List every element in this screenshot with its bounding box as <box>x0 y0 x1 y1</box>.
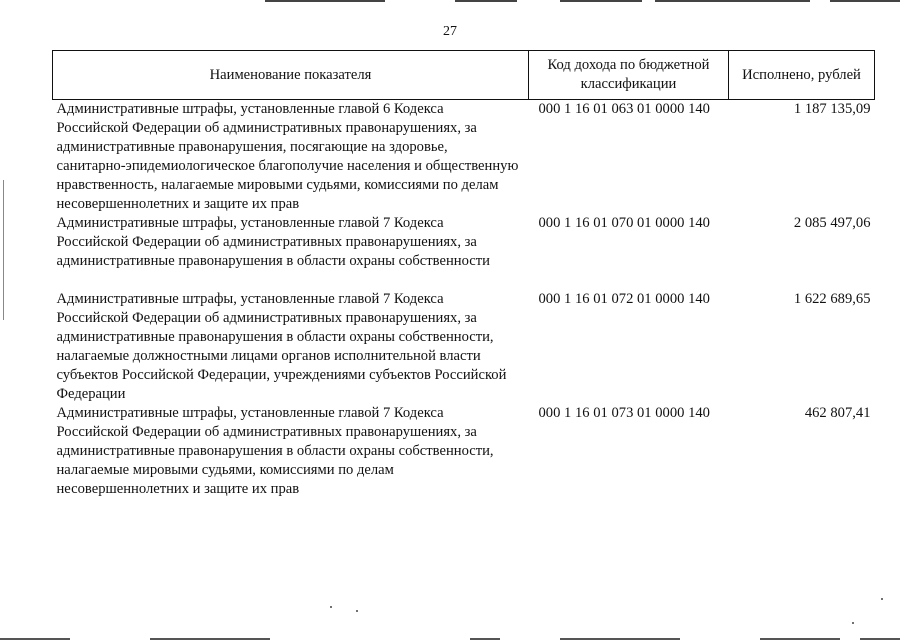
page-number: 27 <box>443 24 457 39</box>
row-budget-code: 000 1 16 01 072 01 0000 140 <box>538 291 710 307</box>
scan-speck <box>881 598 883 600</box>
revenue-table <box>52 50 875 499</box>
header-executed-amount: Исполнено, рублей <box>729 51 875 100</box>
row-budget-code: 000 1 16 01 073 01 0000 140 <box>538 405 710 421</box>
row-executed-amount: 462 807,41 <box>804 405 871 421</box>
table-row <box>53 214 875 290</box>
row-executed-amount: 2 085 497,06 <box>793 215 871 231</box>
table-header-row <box>53 51 875 100</box>
header-budget-code: Код дохода по бюджетной классификации <box>529 51 729 100</box>
row-executed-amount: 1 622 689,65 <box>793 291 871 307</box>
row-indicator-name: Административные штрафы, установленные главой 6 Кодекса Российской Федерации об административных правонарушениях, за административные правонарушения, посягающие на здоровье, санитарно-эпидемиологическое благополучие населения и общественную нравственность, налагаемые мировыми судьями, комиссиями по делам несовершеннолетних и защите их прав <box>56 101 519 212</box>
row-budget-code: 000 1 16 01 070 01 0000 140 <box>538 215 710 231</box>
row-indicator-name: Административные штрафы, установленные главой 7 Кодекса Российской Федерации об административных правонарушениях, за административные правонарушения в области охраны собственности, налагаемые мировыми судьями, комиссиями по делам несовершеннолетних и защите их прав <box>56 405 494 497</box>
table-row <box>53 290 875 404</box>
table-row <box>53 100 875 215</box>
row-indicator-name: Административные штрафы, установленные главой 7 Кодекса Российской Федерации об административных правонарушениях, за административные правонарушения в области охраны собственности, налагаемые должностными лицами органов исполнительной власти субъектов Российской Федерации, учреждениями субъектов Российской Федерации <box>56 291 507 402</box>
scan-left-edge <box>3 180 4 320</box>
row-indicator-name: Административные штрафы, установленные главой 7 Кодекса Российской Федерации об административных правонарушениях, за административные правонарушения в области охраны собственности <box>56 215 490 269</box>
row-budget-code: 000 1 16 01 063 01 0000 140 <box>538 101 710 117</box>
scan-speck <box>330 606 332 608</box>
table-row <box>53 404 875 499</box>
scan-speck <box>356 610 358 612</box>
scan-speck <box>852 622 854 624</box>
row-executed-amount: 1 187 135,09 <box>793 101 871 117</box>
scan-top-edge <box>0 0 900 3</box>
header-indicator-name: Наименование показателя <box>53 51 529 100</box>
